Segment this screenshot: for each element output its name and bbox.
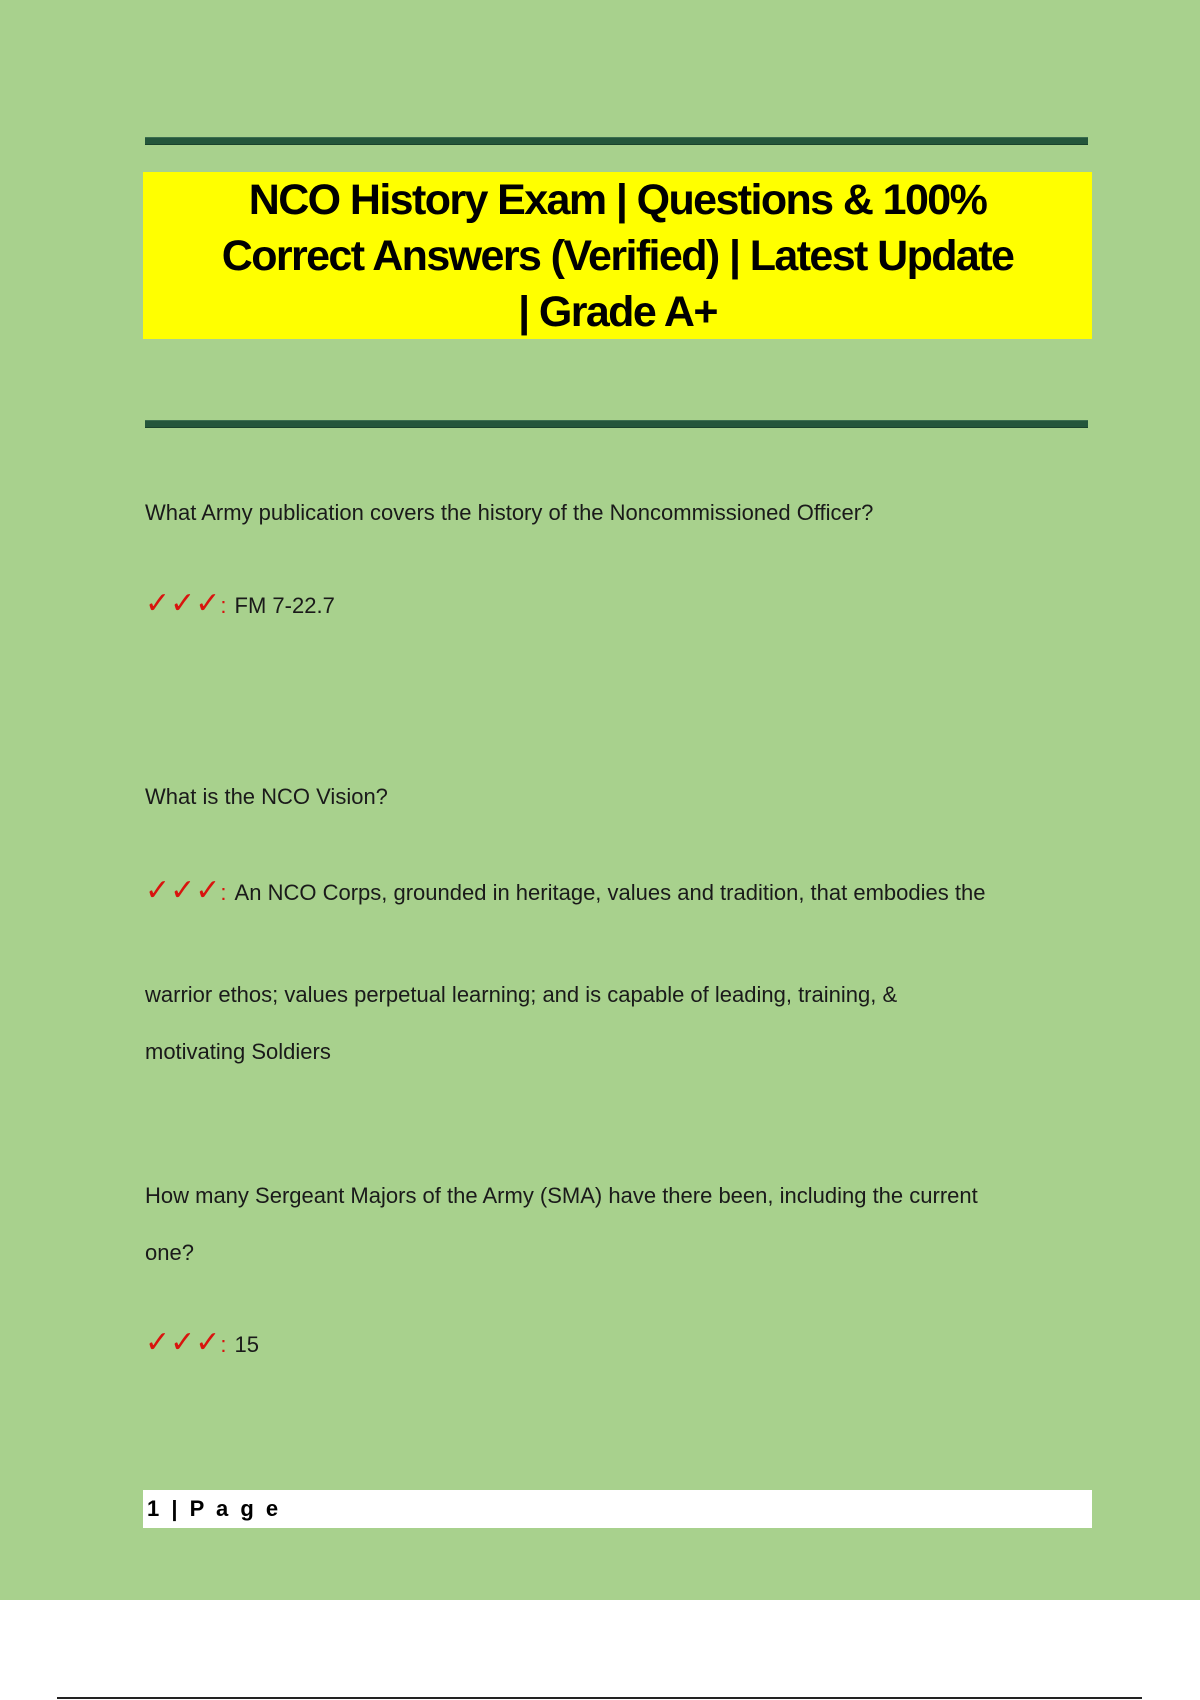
- page-separator-line: [57, 1697, 1142, 1699]
- title-line-1: NCO History Exam | Questions & 100%: [248, 175, 987, 224]
- answer-2-line-2: warrior ethos; values perpetual learning; and is capable of leading, training, &: [145, 982, 898, 1007]
- answer-separator: :: [220, 1332, 227, 1357]
- answer-3-text: 15: [234, 1332, 260, 1357]
- page-footer: [143, 1490, 1092, 1528]
- check-marks-icon: ✓✓✓: [145, 1325, 221, 1360]
- question-3-line-1: How many Sergeant Majors of the Army (SMA) have there been, including the current: [145, 1183, 978, 1208]
- answer-2-line-1: An NCO Corps, grounded in heritage, values and tradition, that embodies the: [234, 880, 986, 905]
- title-line-2: Correct Answers (Verified) | Latest Update: [221, 231, 1014, 280]
- check-marks-icon: ✓✓✓: [145, 873, 221, 908]
- answer-separator: :: [220, 880, 227, 905]
- bottom-divider: [145, 420, 1088, 428]
- title-line-3: | Grade A+: [518, 287, 717, 336]
- title-banner: [143, 172, 1092, 339]
- answer-separator: :: [220, 593, 227, 618]
- answer-2: [145, 873, 985, 908]
- answer-1-text: FM 7-22.7: [234, 593, 335, 618]
- page-title: [222, 172, 1014, 340]
- answer-2-line-3: motivating Soldiers: [145, 1039, 331, 1064]
- question-1: What Army publication covers the history of the Noncommissioned Officer?: [145, 500, 874, 525]
- answer-1: [145, 586, 335, 621]
- answer-3: [145, 1325, 259, 1360]
- check-marks-icon: ✓✓✓: [145, 586, 221, 621]
- question-2: What is the NCO Vision?: [145, 784, 388, 809]
- page-number: 1 | P a g e: [147, 1496, 282, 1521]
- top-divider: [145, 137, 1088, 145]
- question-3-line-2: one?: [145, 1240, 194, 1265]
